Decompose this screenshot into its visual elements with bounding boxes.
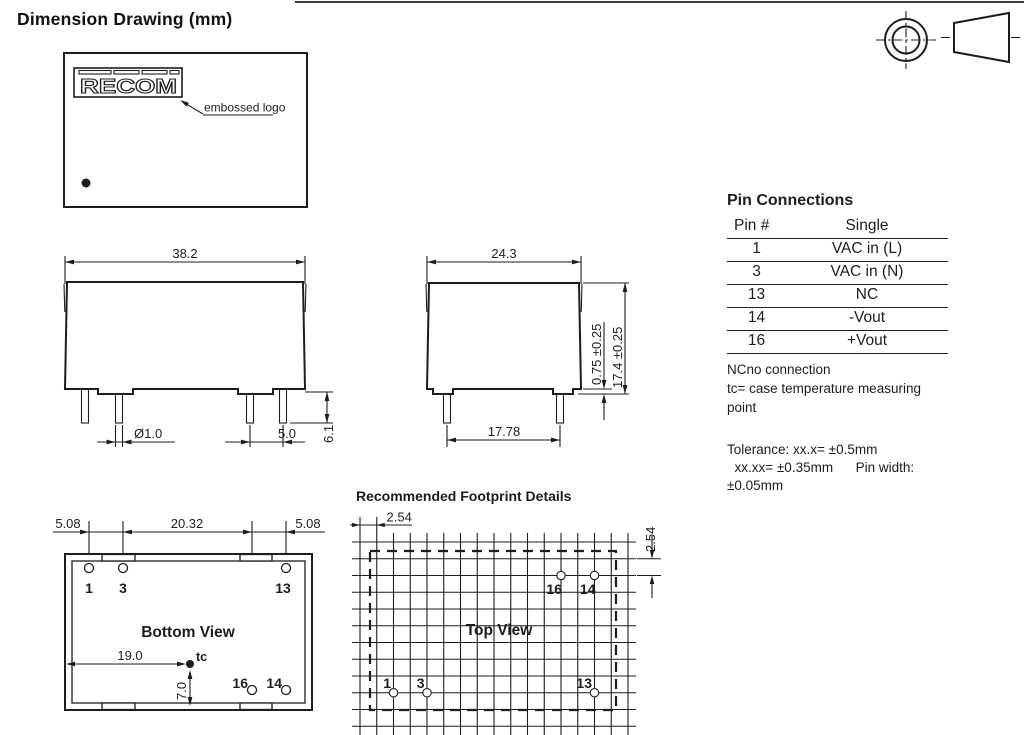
- dim-pin-diameter: [97, 425, 175, 447]
- dim-label-pin1-offset: 5.08: [55, 516, 81, 531]
- dim-pitch-horizontal: [350, 510, 412, 535]
- corner-chamfer-line: [64, 284, 65, 312]
- column-header-single: Single: [786, 216, 948, 239]
- body-outline: [427, 283, 581, 394]
- projection-cone: [954, 13, 1009, 62]
- tolerance-notes: [727, 441, 949, 495]
- dim-pin-span: [447, 424, 560, 447]
- body-outline: [65, 282, 305, 394]
- dim-pin-pitch: [225, 425, 305, 447]
- note-nc: NCno connection: [727, 362, 831, 377]
- bottom-view-drawing: [40, 505, 340, 720]
- pin-label-13: 13: [275, 580, 291, 596]
- dim-label-tc-from-bottom: 7.0: [174, 681, 189, 700]
- standoff-boss: [102, 703, 135, 710]
- pin-function: VAC in (L): [786, 239, 948, 262]
- pad-label-3: 3: [416, 675, 425, 691]
- pin-connections-heading: Pin Connections: [727, 192, 854, 209]
- pad-label-16: 16: [546, 581, 562, 597]
- pin-function: +Vout: [786, 331, 948, 354]
- pad-16: [557, 571, 565, 579]
- pin-hole-16: [248, 686, 257, 695]
- side-view-drawing: [400, 245, 665, 460]
- dim-label-pin-span: 17.78: [487, 424, 521, 439]
- tolerance-line: ±0.05mm: [727, 478, 784, 493]
- note-tc: tc= case temperature measuring point: [727, 381, 921, 415]
- pin-connection-notes: [727, 360, 949, 417]
- dim-width: [65, 246, 305, 284]
- pin-function: -Vout: [786, 308, 948, 331]
- dim-label-pin-diameter: Ø1.0: [134, 426, 163, 441]
- standoff-boss: [240, 703, 272, 710]
- dim-label-tc-from-edge: 19.0: [117, 648, 143, 663]
- pin-hole-1: [85, 564, 94, 573]
- pin1-marker-dot: [82, 179, 91, 188]
- table-row: [727, 331, 948, 354]
- dim-label-height: 17.4 ±0.25: [610, 326, 625, 388]
- pin-function: NC: [786, 285, 948, 308]
- pin-number: 3: [727, 262, 786, 285]
- pad-label-1: 1: [383, 675, 391, 691]
- pin-connections-section: [727, 192, 949, 495]
- footprint-drawing: [345, 505, 665, 735]
- tc-label: tc: [196, 650, 208, 664]
- pin-label-1: 1: [85, 580, 93, 596]
- footprint-heading: Recommended Footprint Details: [356, 488, 572, 504]
- dim-label-standoff: 0.75 ±0.25: [589, 323, 604, 385]
- pin: [116, 394, 123, 423]
- pin-number: 14: [727, 308, 786, 331]
- tolerance-line: xx.xx= ±0.35mm Pin width:: [727, 460, 915, 475]
- standoff-boss: [102, 555, 135, 562]
- corner-chamfer-line: [581, 284, 582, 312]
- pin-label-3: 3: [119, 580, 127, 596]
- pin-function: VAC in (N): [786, 262, 948, 285]
- pin-number: 1: [727, 239, 786, 262]
- table-row: [727, 308, 948, 331]
- pin: [280, 389, 287, 423]
- dim-label-pin-pitch: 5.0: [277, 426, 297, 441]
- recom-logo-text: RECOM: [80, 76, 177, 98]
- pin-label-16: 16: [232, 675, 248, 691]
- corner-chamfer-line: [426, 284, 427, 312]
- column-header-pin: Pin #: [727, 216, 786, 239]
- dim-pitch-vertical: [637, 527, 661, 598]
- pin-number: 16: [727, 331, 786, 354]
- corner-chamfer-line: [305, 284, 306, 312]
- page-title: Dimension Drawing (mm): [17, 9, 233, 29]
- embossed-logo-note: embossed logo: [204, 100, 286, 115]
- pin-hole-13: [282, 564, 291, 573]
- pin: [247, 394, 254, 423]
- pin-label-14: 14: [266, 675, 282, 691]
- pad-label-13: 13: [576, 675, 592, 691]
- page-crop-line: [295, 1, 1024, 3]
- pin-hole-3: [119, 564, 128, 573]
- pin-connections-table: [727, 216, 948, 354]
- bottom-view-label: Bottom View: [141, 624, 235, 641]
- pad-label-14: 14: [579, 581, 596, 597]
- pin-hole-14: [282, 686, 291, 695]
- standoff-boss: [240, 555, 272, 562]
- projection-symbol: [868, 5, 1024, 77]
- dim-label-pitch-vertical: 2.54: [643, 526, 658, 552]
- dim-label-depth: 24.3: [491, 246, 517, 261]
- dim-pin-length: [290, 392, 336, 443]
- front-view-drawing: [40, 245, 345, 460]
- dim-depth: [427, 246, 581, 284]
- dim-label-pin-span: 20.32: [170, 516, 204, 531]
- pin-number: 13: [727, 285, 786, 308]
- case-top-view-drawing: [55, 45, 320, 215]
- dim-label-pin13-offset: 5.08: [295, 516, 321, 531]
- footprint-top-view-label: Top View: [465, 622, 533, 639]
- pin: [444, 394, 451, 423]
- tc-point: [186, 660, 194, 668]
- tolerance-line: Tolerance: xx.x= ±0.5mm: [727, 442, 878, 457]
- dim-label-pin-length: 6.1: [321, 424, 336, 443]
- pin: [557, 394, 564, 423]
- dim-label-pitch-horizontal: 2.54: [386, 509, 412, 525]
- dim-label-width: 38.2: [172, 246, 198, 261]
- pin: [82, 389, 89, 423]
- table-row: [727, 285, 948, 308]
- table-row: [727, 262, 948, 285]
- pad-14: [590, 571, 598, 579]
- table-row: [727, 239, 948, 262]
